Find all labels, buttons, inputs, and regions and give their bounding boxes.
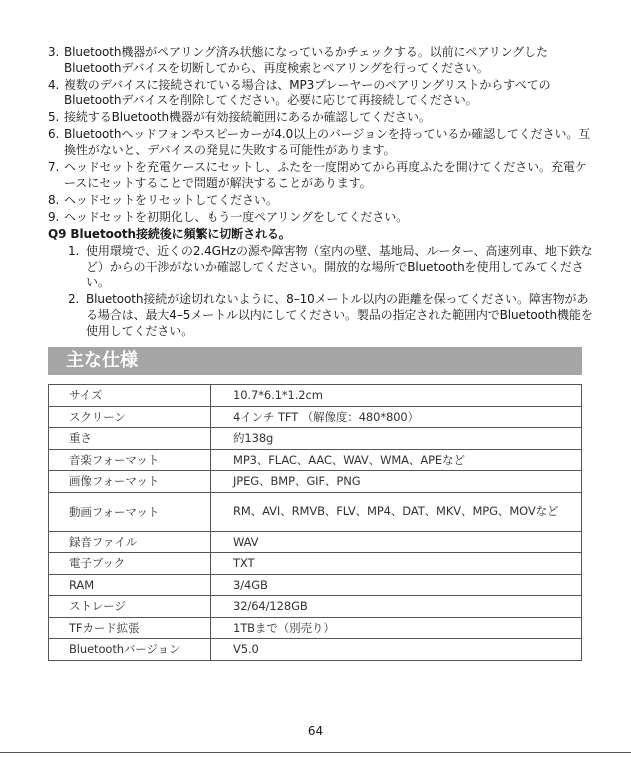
- item-number: 4.: [48, 77, 60, 92]
- table-row: [49, 492, 582, 531]
- troubleshooting-list: [48, 45, 596, 341]
- item-number: 2.: [68, 292, 80, 307]
- table-row: [49, 574, 582, 596]
- q9-heading: Q9 Bluetooth接続後に頻繁に切断される。: [48, 227, 291, 242]
- spec-value: WAV: [211, 531, 582, 553]
- spec-key: 電子ブック: [49, 553, 211, 575]
- item-text: Bluetooth機器がペアリング済み状態になっているかチェックする。以前にペアリングしたBluetoothデバイスを切断してから、再度検索とペアリングを行ってください。: [64, 45, 548, 75]
- item-text: ヘッドセットを充電ケースにセットし、ふたを一度閉めてから再度ふたを開けてください。充電ケースにセットすることで問題が解決することがあります。: [64, 160, 587, 190]
- item-number: 5.: [48, 110, 60, 125]
- q9-section: [48, 244, 596, 339]
- list-item: [48, 193, 596, 209]
- spec-value: RM、AVI、RMVB、FLV、MP4、DAT、MKV、MPG、MOVなど: [211, 492, 582, 531]
- spec-key: 録音ファイル: [49, 531, 211, 553]
- specs-section-title: 主な仕様: [48, 347, 582, 375]
- spec-key: 画像フォーマット: [49, 471, 211, 493]
- item-text: ヘッドセットをリセットしてください。: [64, 192, 278, 207]
- spec-value: 約138g: [211, 428, 582, 450]
- list-item: [68, 244, 596, 291]
- spec-key: 重さ: [49, 428, 211, 450]
- bottom-divider: [0, 752, 631, 753]
- item-text: ヘッドセットを初期化し、もう一度ペアリングをしてください。: [64, 209, 409, 224]
- table-row: [49, 639, 582, 661]
- table-row: [49, 531, 582, 553]
- table-row: [49, 553, 582, 575]
- spec-key: 動画フォーマット: [49, 492, 211, 531]
- item-text: 接続するBluetooth機器が有効接続範囲にあるか確認してください。: [64, 110, 431, 125]
- table-row: [49, 385, 582, 407]
- spec-key: Bluetoothバージョン: [49, 639, 211, 661]
- spec-value: 4インチ TFT （解像度：480*800）: [211, 406, 582, 428]
- spec-value: TXT: [211, 553, 582, 575]
- item-number: 7.: [48, 160, 60, 175]
- spec-key: ストレージ: [49, 596, 211, 618]
- spec-value: 1TBまで（別売り）: [211, 617, 582, 639]
- spec-key: スクリーン: [49, 406, 211, 428]
- item-text: 複数のデバイスに接続されている場合は、MP3プレーヤーのペアリングリストからすべてのBluetoothデバイスを削除してください。必要に応じて再接続してください。: [64, 77, 551, 108]
- list-item: [48, 45, 596, 76]
- table-row: [49, 406, 582, 428]
- list-item: [68, 292, 596, 339]
- item-text: Bluetooth接続が途切れないように、8–10メートル以内の距離を保ってください。障害物がある場合は、最大4–5メートル以内にしてください。製品の指定された範囲内でBluetooth機能を使用してください。: [86, 292, 593, 338]
- page-number: 64: [307, 724, 324, 738]
- spec-value: 3/4GB: [211, 574, 582, 596]
- list-item: [48, 160, 596, 191]
- spec-value: JPEG、BMP、GIF、PNG: [211, 471, 582, 493]
- item-number: 6.: [48, 127, 60, 142]
- spec-key: サイズ: [49, 385, 211, 407]
- table-row: [49, 596, 582, 618]
- spec-key: 音楽フォーマット: [49, 449, 211, 471]
- table-row: [49, 449, 582, 471]
- list-item: [48, 127, 596, 158]
- item-number: 9.: [48, 209, 60, 224]
- spec-value: MP3、FLAC、AAC、WAV、WMA、APEなど: [211, 449, 582, 471]
- spec-value: 10.7*6.1*1.2cm: [211, 385, 582, 407]
- item-number: 3.: [48, 45, 60, 59]
- table-row: [49, 617, 582, 639]
- item-number: 1.: [68, 244, 80, 259]
- table-row: [49, 471, 582, 493]
- item-text: 使用環境で、近くの2.4GHzの源や障害物（室内の壁、基地局、ルーター、高速列車、地下鉄など）からの干渉がないか確認してください。開放的な場所でBluetoothを使用してみてください。: [86, 244, 593, 290]
- spec-value: V5.0: [211, 639, 582, 661]
- spec-key: TFカード拡張: [49, 617, 211, 639]
- list-item: [48, 210, 596, 226]
- spec-value: 32/64/128GB: [211, 596, 582, 618]
- spec-key: RAM: [49, 574, 211, 596]
- item-number: 8.: [48, 192, 60, 207]
- q9-list: [48, 244, 596, 339]
- specs-table: [48, 384, 582, 661]
- list-item: [48, 110, 596, 126]
- list-item: [48, 78, 596, 109]
- item-text: Bluetoothヘッドフォンやスピーカーが4.0以上のバージョンを持っているか確認してください。互換性がないと、デバイスの発見に失敗する可能性があります。: [64, 127, 591, 158]
- table-row: [49, 428, 582, 450]
